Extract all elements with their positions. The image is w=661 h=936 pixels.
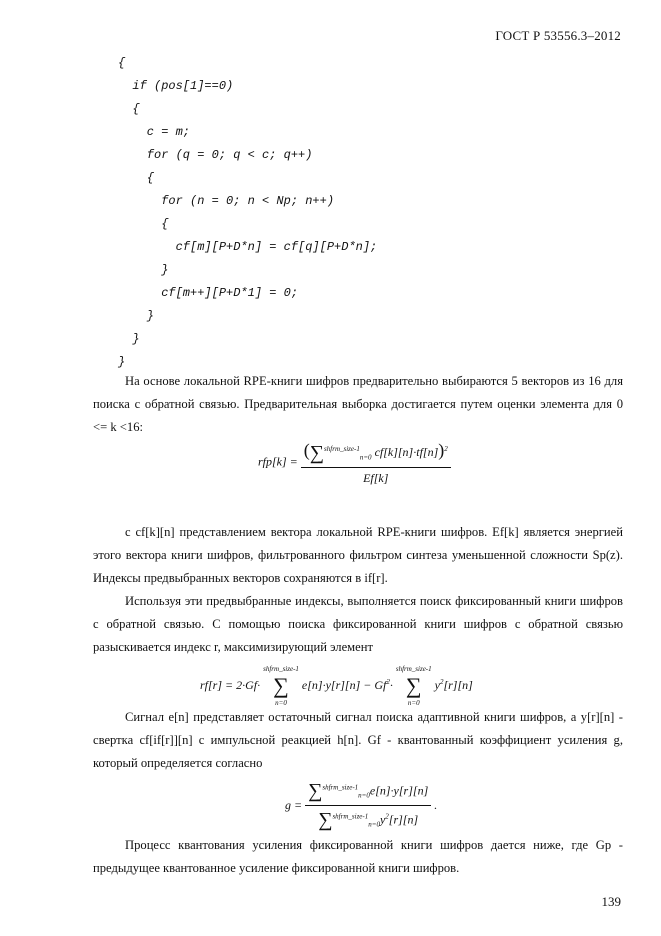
sum-lower-limit: n=0 xyxy=(368,820,380,829)
code-line: for (q = 0; q < c; q++) xyxy=(118,148,313,162)
code-line: cf[m][P+D*n] = cf[q][P+D*n]; xyxy=(118,240,378,254)
sum-upper-limit: shfrm_size-1 xyxy=(332,812,369,821)
code-line: c = m; xyxy=(118,125,191,139)
paragraph-3 xyxy=(93,590,623,659)
denominator-rest: [r][n] xyxy=(388,812,419,827)
paragraph-text: с cf[k][n] представлением вектора локальной RPE-книги шифров. Ef[k] является энергией этого вектора книги шифров, фильтрованного фильтром синтеза уменьшенной сложности Sp(z). Индексы предвыбранных векторов сохраняются в if[r]. xyxy=(93,525,623,585)
code-line: cf[m++][P+D*1] = 0; xyxy=(118,286,299,300)
sum-lower-limit: n=0 xyxy=(275,699,287,707)
page-number: 139 xyxy=(601,894,621,909)
formula-denominator: $\sum^{shfrm\_size-1}_{n=0}y^2[r][n]$ xyxy=(318,809,419,831)
paragraph-2 xyxy=(93,521,623,590)
term-1: e[n]·y[r][n] − Gf xyxy=(301,677,387,692)
formula-lhs: rf[r] = 2·Gf· xyxy=(200,677,261,692)
formula-rf xyxy=(200,664,473,708)
formula-fraction xyxy=(301,440,451,486)
code-line: } xyxy=(118,355,126,369)
term-2: y xyxy=(434,677,440,692)
paragraph-text: Сигнал e[n] представляет остаточный сигнал поиска адаптивной книги шифров, а y[r][n] - свертка cf[if[r]][n] с импульсной реакцией h[n]. Gf - квантованный коэффициент усиления g, который определяется согласно xyxy=(93,710,623,770)
sum-upper-limit: shfrm_size-1 xyxy=(322,783,359,792)
paragraph-text: На основе локальной RPE-книги шифров предварительно выбираются 5 векторов из 16 для поиска с обратной связью. Предварительная выборка достигается путем оценки элемента для 0 <= k <16: xyxy=(93,374,623,434)
sum-operator-2: shfrm_size-1 ∑ n=0 xyxy=(395,665,432,707)
sum-upper-limit: shfrm_size-1 xyxy=(263,665,299,673)
numerator-expression: cf[k][n]·tf[n] xyxy=(374,445,439,459)
code-line: { xyxy=(118,171,155,185)
dot: · xyxy=(389,677,393,692)
sum-lower-limit: n=0 xyxy=(407,699,420,707)
code-line: { xyxy=(118,56,126,70)
paragraph-1 xyxy=(93,370,623,439)
sum-lower-limit: n=0 xyxy=(359,453,372,462)
code-line: } xyxy=(118,332,140,346)
formula-g xyxy=(285,780,437,832)
formula-denominator: Ef[k] xyxy=(363,470,389,485)
code-line: { xyxy=(118,217,169,231)
code-line: { xyxy=(118,102,140,116)
power: 2 xyxy=(386,677,390,686)
paragraph-5 xyxy=(93,834,623,880)
paragraph-text: Используя эти предвыбранные индексы, выполняется поиск фиксированный книги шифров с обратной связью. С помощью поиска фиксированной книги шифров с обратной связью разыскивается индекс r, максимизирующий элемент xyxy=(93,594,623,654)
code-line: } xyxy=(118,309,155,323)
code-line: for (n = 0; n < Np; n++) xyxy=(118,194,335,208)
formula-fraction xyxy=(305,780,431,832)
formula-end: . xyxy=(434,797,438,812)
code-line: } xyxy=(118,263,169,277)
sum-upper-limit: shfrm_size-1 xyxy=(395,665,432,673)
denominator-expression: y xyxy=(379,812,386,827)
paragraph-4 xyxy=(93,706,623,775)
code-line: if (pos[1]==0) xyxy=(118,79,234,93)
sum-lower-limit: n=0 xyxy=(358,791,370,800)
sum-upper-limit: shfrm_size-1 xyxy=(324,445,360,453)
formula-lhs: rfp[k] = xyxy=(258,454,298,469)
document-header: ГОСТ Р 53556.3–2012 xyxy=(495,28,621,43)
numerator-expression: e[n]·y[r][n] xyxy=(369,783,429,798)
term-2-rest: [r][n] xyxy=(443,677,473,692)
formula-lhs: g = xyxy=(285,797,303,812)
formula-numerator: ∑$^{shfrm\_size-1}_{n=0}$e[n]·y[r][n] xyxy=(305,780,431,806)
power: 2 xyxy=(439,677,444,686)
formula-numerator: (∑$^{shfrm\_size-1}_{n=0}$ cf[k][n]·tf[n])$^2$ xyxy=(301,440,451,468)
power: 2 xyxy=(444,445,448,453)
sum-operator: shfrm_size-1 ∑ n=0 xyxy=(263,665,299,707)
formula-rfp xyxy=(258,440,451,486)
paragraph-text: Процесс квантования усиления фиксированной книги шифров дается ниже, где Gp - предыдущее квантованное усиление фиксированной книги шифров. xyxy=(93,838,623,875)
